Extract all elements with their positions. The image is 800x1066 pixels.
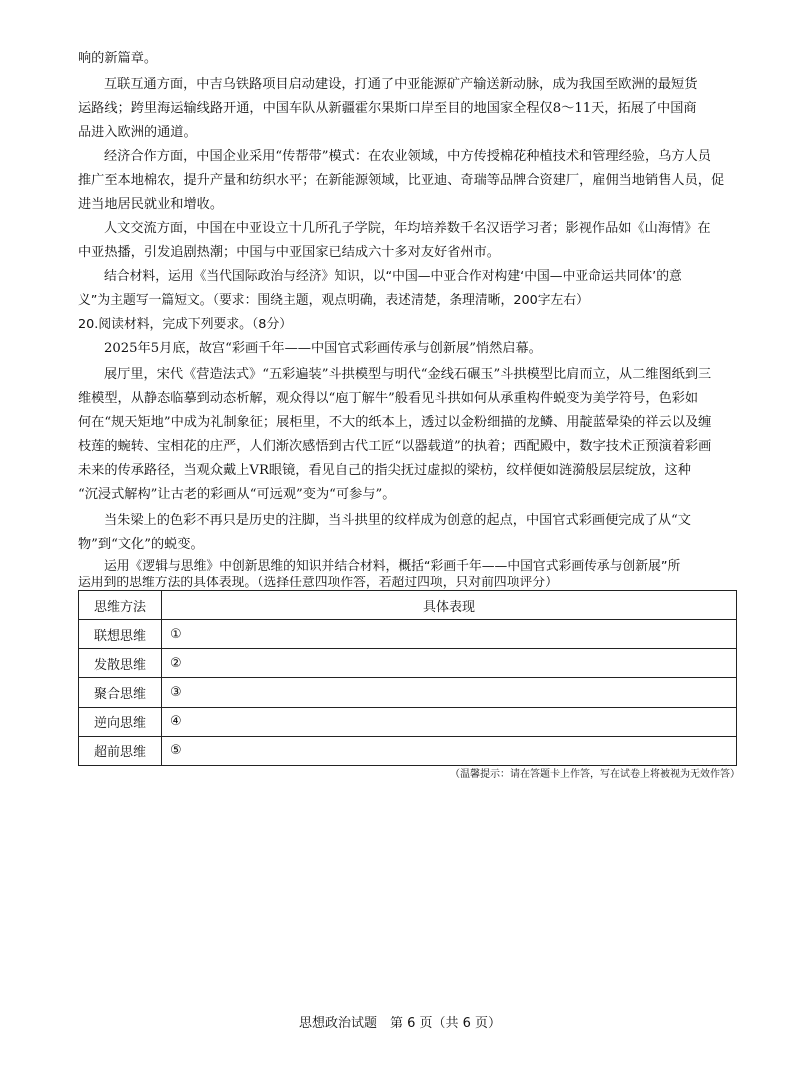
answer-cell: ①	[162, 620, 737, 649]
question-task: 运用《逻辑与思维》中创新思维的知识并结合材料，概括“彩画千年——中国官式彩画传承与创新展”所	[104, 559, 681, 574]
passage-line: 经济合作方面，中国企业采用“传帮带”模式：在农业领域，中方传授棉花种植技术和管理经验，乌方人员	[104, 149, 711, 164]
passage-line: 响的新篇章。	[78, 51, 158, 66]
table-header-row	[79, 591, 737, 620]
method-name: 发散思维	[79, 649, 162, 678]
material-line: 维模型，从静态临摹到动态析解，观众得以“庖丁解牛”般看见斗拱如何从承重构件蜕变为美学符号，色彩如	[78, 391, 699, 406]
material-line: 何在“规天矩地”中成为礼制象征；展柜里，不大的纸本上，透过以金粉细描的龙鳞、用靛蓝晕染的祥云以及缠	[78, 415, 712, 430]
method-name: 联想思维	[79, 620, 162, 649]
page-footer: 思想政治试题 第 6 页（共 6 页）	[298, 1016, 502, 1031]
material-line: 物”到“文化”的蜕变。	[78, 537, 204, 552]
material-line: 2025年5月底，故宫“彩画千年——中国官式彩画传承与创新展”悄然启幕。	[104, 341, 542, 356]
question-instruction: 义”为主题写一篇短文。（要求：围绕主题，观点明确，表述清楚，条理清晰，200字左右）	[78, 293, 589, 308]
passage-line: 中亚热播，引发追剧热潮；中国与中亚国家已结成六十多对友好省州市。	[78, 245, 500, 260]
question-task: 运用到的思维方法的具体表现。（选择任意四项作答，若超过四项，只对前四项评分）	[78, 576, 558, 590]
method-name: 逆向思维	[79, 707, 162, 736]
answer-cell: ④	[162, 707, 737, 736]
passage-line: 人文交流方面，中国在中亚设立十几所孔子学院，年均培养数千名汉语学习者；影视作品如《山海情》在	[104, 221, 711, 236]
thinking-methods-table	[78, 590, 737, 766]
passage-line: 进当地居民就业和增收。	[78, 197, 224, 212]
table-row	[79, 707, 737, 736]
passage-line: 互联互通方面，中吉乌铁路项目启动建设，打通了中亚能源矿产输送新动脉，成为我国至欧洲的最短货	[104, 77, 698, 92]
answer-cell: ②	[162, 649, 737, 678]
column-header: 具体表现	[162, 591, 737, 620]
material-line: 枝莲的蜿转、宝相花的庄严，人们渐次感悟到古代工匠“以器载道”的执着；西配殿中，数字技术正预演着彩画	[78, 439, 712, 454]
passage-line: 运路线；跨里海运输线路开通，中国车队从新疆霍尔果斯口岸至目的地国家全程仅8～11天，拓展了中国商	[78, 101, 697, 116]
material-line: 未来的传承路径，当观众戴上VR眼镜，看见自己的指尖抚过虚拟的梁枋，纹样便如涟漪般层层绽放，这种	[78, 463, 691, 478]
table-row	[79, 620, 737, 649]
table-row	[79, 678, 737, 707]
warm-tip: （温馨提示：请在答题卡上作答，写在试卷上将被视为无效作答）	[450, 769, 740, 780]
method-name: 超前思维	[79, 736, 162, 765]
table-row	[79, 736, 737, 765]
column-header: 思维方法	[79, 591, 162, 620]
question-20-header: 20.阅读材料，完成下列要求。（8分）	[78, 317, 293, 332]
material-line: 当朱梁上的色彩不再只是历史的注脚，当斗拱里的纹样成为创意的起点，中国官式彩画便完成了从“文	[104, 513, 691, 528]
material-line: “沉浸式解构”让古老的彩画从“可远观”变为“可参与”。	[78, 487, 396, 502]
question-instruction: 结合材料，运用《当代国际政治与经济》知识，以“中国—中亚合作对构建‘中国—中亚命运共同体’的意	[104, 269, 682, 284]
answer-cell: ③	[162, 678, 737, 707]
answer-cell: ⑤	[162, 736, 737, 765]
passage-line: 品进入欧洲的通道。	[78, 125, 197, 140]
material-line: 展厅里，宋代《营造法式》“五彩遍装”斗拱模型与明代“金线石碾玉”斗拱模型比肩而立，从二维图纸到三	[104, 367, 712, 382]
table-row	[79, 649, 737, 678]
method-name: 聚合思维	[79, 678, 162, 707]
passage-line: 推广至本地棉农，提升产量和纺织水平；在新能源领域，比亚迪、奇瑞等品牌合资建厂，雇佣当地销售人员，促	[78, 173, 725, 188]
